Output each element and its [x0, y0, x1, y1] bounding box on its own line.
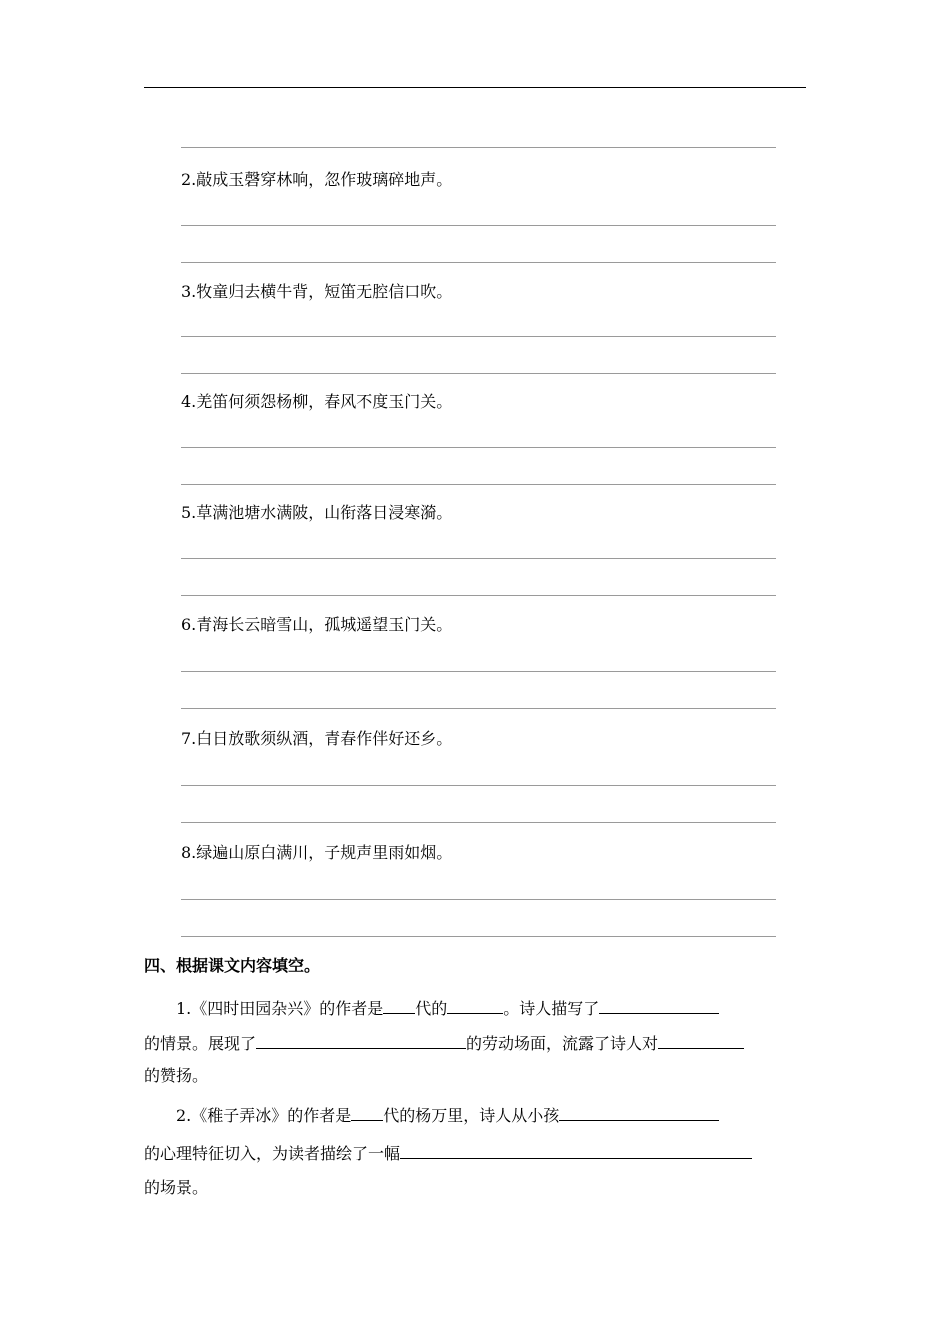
answer-line — [181, 336, 776, 337]
question-text: 1.《四时田园杂兴》的作者是 — [176, 999, 384, 1018]
question-text: 的赞扬。 — [144, 1066, 209, 1085]
question-text: 代的杨万里，诗人从小孩 — [383, 1106, 560, 1125]
question-1-line-2 — [144, 1030, 744, 1054]
exercise-item-5: 5.草满池塘水满陂，山衔落日浸寒漪。 — [181, 503, 453, 522]
answer-line — [181, 484, 776, 485]
answer-line — [181, 447, 776, 448]
question-1-line-1 — [176, 995, 719, 1019]
fill-blank[interactable] — [351, 1102, 383, 1121]
question-text: 的劳动场面，流露了诗人对 — [466, 1034, 659, 1053]
answer-line — [181, 558, 776, 559]
fill-blank[interactable] — [559, 1102, 719, 1121]
section-title: 四、根据课文内容填空。 — [144, 956, 321, 975]
question-text: 。诗人描写了 — [503, 999, 600, 1018]
fill-blank[interactable] — [658, 1030, 744, 1049]
exercise-item-2: 2.敲成玉磬穿林响，忽作玻璃碎地声。 — [181, 170, 453, 189]
answer-line — [181, 262, 776, 263]
question-2-line-3 — [144, 1178, 208, 1198]
exercise-item-3: 3.牧童归去横牛背，短笛无腔信口吹。 — [181, 282, 453, 301]
answer-line — [181, 822, 776, 823]
answer-line — [181, 147, 776, 148]
answer-line — [181, 785, 776, 786]
fill-blank[interactable] — [383, 995, 415, 1014]
answer-line — [181, 373, 776, 374]
question-text: 的场景。 — [144, 1178, 209, 1197]
question-text: 的情景。展现了 — [144, 1034, 257, 1053]
fill-blank[interactable] — [400, 1140, 752, 1159]
question-text: 的心理特征切入，为读者描绘了一幅 — [144, 1144, 401, 1163]
exercise-item-7: 7.白日放歌须纵酒，青春作伴好还乡。 — [181, 729, 453, 748]
answer-line — [181, 225, 776, 226]
fill-blank[interactable] — [599, 995, 719, 1014]
fill-blank[interactable] — [447, 995, 503, 1014]
answer-line — [181, 936, 776, 937]
answer-line — [181, 595, 776, 596]
answer-line — [181, 708, 776, 709]
exercise-item-8: 8.绿遍山原白满川，子规声里雨如烟。 — [181, 843, 453, 862]
fill-blank[interactable] — [256, 1030, 466, 1049]
question-2-line-1 — [176, 1102, 719, 1126]
answer-line — [181, 671, 776, 672]
answer-line — [181, 899, 776, 900]
exercise-item-4: 4.羌笛何须怨杨柳，春风不度玉门关。 — [181, 392, 453, 411]
header-rule — [144, 87, 806, 88]
question-2-line-2 — [144, 1140, 752, 1164]
question-text: 代的 — [415, 999, 448, 1018]
question-1-line-3 — [144, 1066, 208, 1086]
question-text: 2.《稚子弄冰》的作者是 — [176, 1106, 352, 1125]
exercise-item-6: 6.青海长云暗雪山，孤城遥望玉门关。 — [181, 615, 453, 634]
